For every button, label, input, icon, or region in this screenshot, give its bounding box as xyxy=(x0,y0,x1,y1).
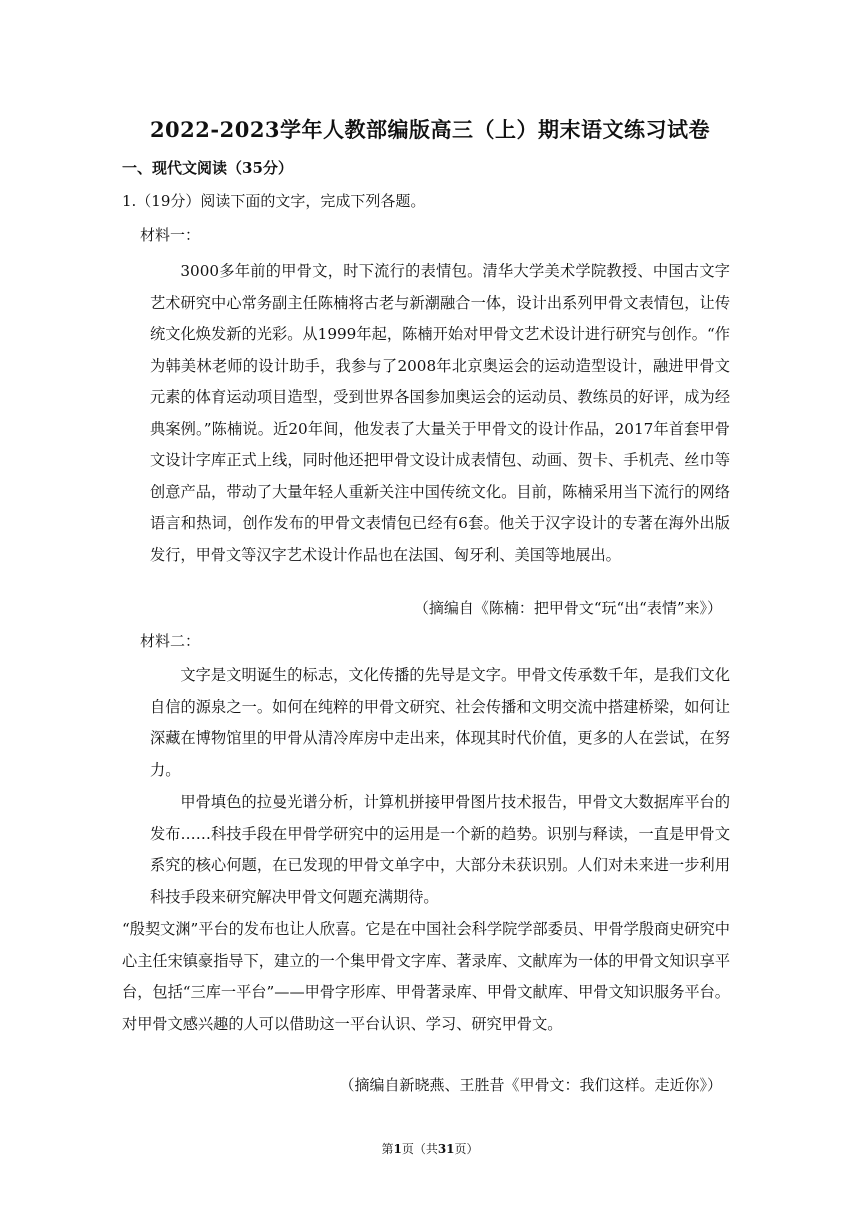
footer-middle: 页（共 xyxy=(401,1142,438,1156)
footer-total-pages: 31 xyxy=(437,1142,455,1156)
question-stem: 1.（19分）阅读下面的文字，完成下列各题。 xyxy=(122,192,426,210)
material-1-label: 材料一： xyxy=(140,226,201,244)
page-footer xyxy=(0,1140,860,1157)
material-2-paragraph-3: “殷契文渊”平台的发布也让人欣喜。它是在中国社会科学院学部委员、甲骨学殷商史研究中心主任宋镇豪指导下，建立的一个集甲骨文字库、著录库、文献库为一体的甲骨文知识享平台，包括“三库一平台”——甲骨字形库、甲骨著录库、甲骨文献库、甲骨文知识服务平台。对甲骨文感兴趣的人可以借助这一平台认识、学习、研究甲骨文。 xyxy=(122,920,730,1033)
section-heading: 一、现代文阅读（35分） xyxy=(122,159,293,177)
footer-suffix: 页） xyxy=(454,1142,479,1156)
footer-prefix: 第 xyxy=(381,1142,394,1156)
material-1-paragraph: 3000多年前的甲骨文，时下流行的表情包。清华大学美术学院教授、中国古文字艺术研究中心常务副主任陈楠将古老与新潮融合一体，设计出系列甲骨文表情包，让传统文化焕发新的光彩。从1999年起，陈楠开始对甲骨文艺术设计进行研究与创作。“作为韩美林老师的设计助手，我参与了2008年北京奥运会的运动造型设计，融进甲骨文元素的体育运动项目造型，受到世界各国参加奥运会的运动员、教练员的好评，成为经典案例。”陈楠说。近20年间，他发表了大量关于甲骨文的设计作品，2017年首套甲骨文设计字库正式上线，同时他还把甲骨文设计成表情包、动画、贺卡、手机壳、丝巾等创意产品，带动了大量年轻人重新关注中国传统文化。目前，陈楠采用当下流行的网络语言和热词，创作发布的甲骨文表情包已经有6套。他关于汉字设计的专著在海外出版发行，甲骨文等汉字艺术设计作品也在法国、匈牙利、美国等地展出。 xyxy=(150,262,730,564)
material-2-source: （摘编自新晓燕、王胜昔《甲骨文：我们这样。走近你》） xyxy=(339,1076,722,1094)
footer-page-number: 1 xyxy=(393,1142,402,1156)
material-2-paragraph-1: 文字是文明诞生的标志，文化传播的先导是文字。甲骨文传承数千年，是我们文化自信的源泉之一。如何在纯粹的甲骨文研究、社会传播和文明交流中搭建桥梁，如何让深藏在博物馆里的甲骨从清冷库房中走出来，体现其时代价值，更多的人在尝试，在努力。 xyxy=(150,666,730,779)
material-1-source: （摘编自《陈楠：把甲骨文“玩“出“表情”来》） xyxy=(413,599,722,617)
material-2-paragraph-2: 甲骨填色的拉曼光谱分析，计算机拼接甲骨图片技术报告，甲骨文大数据库平台的发布……科技手段在甲骨学研究中的运用是一个新的趋势。识别与释读，一直是甲骨文系究的核心何题，在已发现的甲骨文单字中，大部分未获识别。人们对未来进一步利用科技手段来研究解决甲骨文何题充满期待。 xyxy=(150,793,730,906)
page-title: 2022-2023学年人教部编版高三（上）期末语文练习试卷 xyxy=(149,117,711,142)
material-2-label: 材料二： xyxy=(140,632,201,650)
